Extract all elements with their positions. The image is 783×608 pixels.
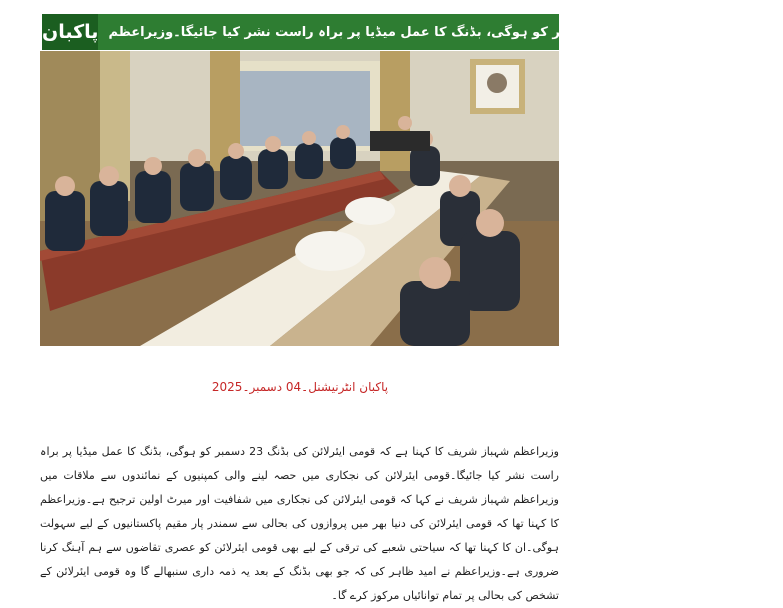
meeting-photo [40, 51, 559, 346]
brand-logo: پاکبان [40, 14, 98, 50]
meeting-photo-icon [40, 51, 559, 346]
headline-text: قومی ایئرلائن کی بڈنگ 23 دسمبر کو ہوگی، بڈنگ کا عمل میڈیا پر براہ راست نشر کیا جائیگا۔وزیراعظم [108, 24, 773, 40]
headline-banner [40, 14, 773, 50]
article-body: وزیراعظم شہباز شریف کا کہنا ہے کہ قومی ایئرلائن کی بڈنگ 23 دسمبر کو ہوگی، بڈنگ کا عمل میڈیا پر براہ راست نشر کیا جائیگا۔قومی ایئرلائن کی نجکاری میں حصہ لینے والی کمپنیوں کے نمائندوں سے ملاقات میں وزیراعظم شہباز شریف نے کہا کہ قومی ایئرلائن کی نجکاری میں شفافیت اور میرٹ اولین ترجیح ہے۔وزیراعظم کا کہنا تھا کہ قومی ایئرلائن کی دنیا بھر میں پروازوں کی بحالی سے سمندر پار مقیم پاکستانیوں کے لیے سہولت ہوگی۔ان کا کہنا تھا کہ سیاحتی شعبے کی ترقی کے لیے بھی قومی ایئرلائن کو عصری تقاضوں سے ہم آہنگ کرنا ضروری ہے۔وزیراعظم نے امید ظاہر کی کہ جو بھی بڈنگ کے بعد یہ ذمہ داری سنبھالے گا وہ قومی ایئرلائن کے تشخص کی بحالی پر تمام توانائیاں مرکوز کرے گا۔ [40, 445, 559, 602]
dateline: پاکبان انٹرنیشنل۔04 دسمبر۔2025 [211, 380, 389, 394]
